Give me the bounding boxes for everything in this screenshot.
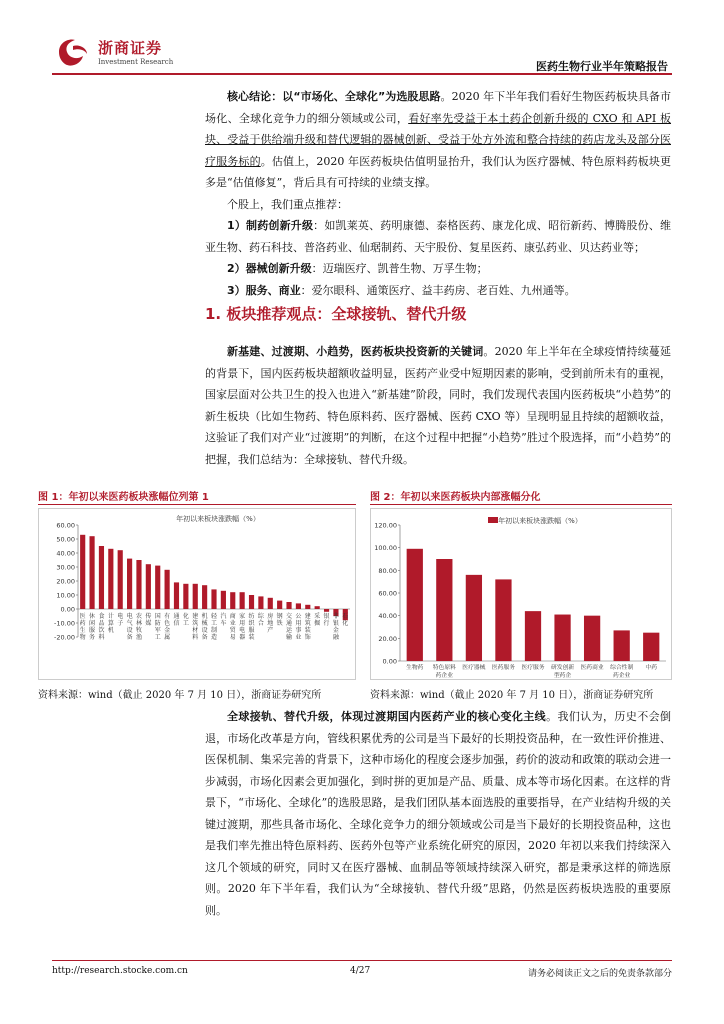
x-tick-label: 公用事业 xyxy=(295,613,302,641)
bar xyxy=(324,609,329,612)
bar xyxy=(296,603,301,609)
y-tick-label: 60.00 xyxy=(56,521,75,530)
figure-1-caption: 图 1：年初以来医药板块涨幅位列第 1 xyxy=(38,492,209,503)
conclusion-body xyxy=(205,706,671,921)
y-tick-label: -10.00 xyxy=(54,619,75,628)
y-tick-label: -20.00 xyxy=(54,633,75,642)
bar xyxy=(221,591,226,609)
conclusion-lead: 全球接轨、替代升级，体现过渡期国内医药产业的核心变化主线 xyxy=(227,710,547,723)
core-label: 核心结论：以“市场化、全球化”为选股思路 xyxy=(227,90,441,103)
y-tick-label: 40.00 xyxy=(56,549,75,558)
category-1-text: ：如凯莱英、药明康德、泰格医药、康龙化成、昭衍新药、博腾股份、维亚生物、药石科技、普洛药业、仙琚制药、天宇股份、复星医药、康弘药业、贝达药业等； xyxy=(205,219,672,254)
legend-swatch xyxy=(488,517,498,523)
bar xyxy=(436,559,452,661)
x-tick-label: 电子 xyxy=(117,613,124,627)
x-tick-label: 采掘 xyxy=(314,613,321,627)
x-tick-label: 医疗服务 xyxy=(521,665,545,671)
bar xyxy=(525,611,541,661)
x-tick-label: 研发创新型药企 xyxy=(550,665,575,679)
bar xyxy=(249,595,254,609)
x-tick-label: 食品饮料 xyxy=(98,613,105,641)
bar xyxy=(286,602,291,609)
header-divider xyxy=(52,73,672,75)
bar xyxy=(136,560,141,609)
x-tick-label: 农林牧渔 xyxy=(135,613,142,641)
x-tick-label: 银行 xyxy=(323,613,330,627)
y-tick-label: 20.00 xyxy=(56,577,75,586)
section-title: 1. 板块推荐观点：全球接轨、替代升级 xyxy=(205,305,467,323)
x-tick-label: 传媒 xyxy=(145,613,152,627)
conclusion-text: 。我们认为，历史不会倒退，市场化改革是方向，管线积累优秀的公司是当下最好的长期投资品种，在一致性评价推进、医保机制、集采完善的背景下，这种市场化的程度会逐步加强，药价的波动和政策的联动会进一步减弱，市场化因素会更加强化，到时拼的更加是产品、质量、成本等市场化因素。在这样的背景下，“市场化、全球化”的选股思路，是我们团队基本面选股的重要指导，在产业结构升级的关键过渡期，那些具备市场化、全球化竞争力的细分领域或公司是当下最好的长期投资品种，这也是我们率先推出特色原料药、医药外包等产业系统化研究的原因，2020 年初以来我们持续深入这几个领域的研究，同时又在医疗器械、血制品等领域持续深入研究，都是秉承这样的筛选原则。2020 年下半年看，我们认为“全球接轨、替代升级”思路，仍然是医药板块选股的重要原则。 xyxy=(205,710,672,917)
x-tick-label: 汽车 xyxy=(220,613,227,627)
conclusion-paragraph xyxy=(205,706,671,921)
bar xyxy=(466,575,482,661)
x-tick-label: 房地产 xyxy=(267,613,274,634)
bar xyxy=(89,536,94,609)
bar xyxy=(495,579,511,661)
x-tick-label: 石化 xyxy=(342,613,349,627)
figure-2-chart xyxy=(370,508,672,680)
x-tick-label: 医药商业 xyxy=(580,665,604,671)
bar xyxy=(315,606,320,609)
report-title: 医药生物行业半年策略报告 xyxy=(536,60,668,73)
intro-block xyxy=(205,86,671,301)
bar xyxy=(80,535,85,609)
x-tick-label: 医药服务 xyxy=(491,665,516,671)
core-text-1: 。2020 年下半年我们看好生物医药板块具备市场化、全球化竞争力的细分领域或公司， xyxy=(205,90,671,125)
x-tick-label: 通信 xyxy=(173,613,180,627)
footer-divider xyxy=(52,960,672,961)
bar xyxy=(277,601,282,609)
category-2 xyxy=(205,258,671,280)
section-1-body xyxy=(205,341,671,470)
x-tick-label: 纺织服装 xyxy=(248,613,255,641)
figure-1-chart xyxy=(38,508,356,680)
y-tick-label: 50.00 xyxy=(56,535,75,544)
x-tick-label: 计算机 xyxy=(107,613,114,634)
y-tick-label: 20.00 xyxy=(378,634,397,643)
category-2-label: 2）器械创新升级 xyxy=(227,262,312,275)
y-tick-label: 40.00 xyxy=(378,612,397,621)
y-tick-label: 0.00 xyxy=(382,657,397,666)
chart-title: 年初以来板块涨跌幅（%） xyxy=(498,517,582,525)
bar xyxy=(108,549,113,609)
x-tick-label: 机械设备 xyxy=(201,613,208,641)
y-tick-label: 60.00 xyxy=(378,589,397,598)
bar xyxy=(118,550,123,609)
x-tick-label: 家用电器 xyxy=(239,613,246,641)
x-tick-label: 电气设备 xyxy=(126,613,133,641)
category-3-label: 3）服务、商业 xyxy=(227,283,301,297)
chart-title: 年初以来板块涨跌幅（%） xyxy=(176,515,260,523)
y-tick-label: 10.00 xyxy=(56,591,75,600)
bar xyxy=(146,564,151,609)
page-number: 4/27 xyxy=(350,966,371,976)
logo-english-name: Investment Research xyxy=(98,58,174,66)
bar xyxy=(165,570,170,609)
bar xyxy=(554,615,570,661)
y-tick-label: 120.00 xyxy=(374,521,397,530)
x-tick-label: 有色金属 xyxy=(164,613,171,641)
bar xyxy=(240,592,245,609)
bar xyxy=(584,616,600,661)
bar xyxy=(99,546,104,609)
bar xyxy=(211,589,216,609)
footer-disclaimer: 请务必阅读正文之后的免责条款部分 xyxy=(527,969,672,979)
x-tick-label: 综合性制药企业 xyxy=(610,665,634,679)
x-tick-label: 建筑材料 xyxy=(192,613,199,641)
core-text-2: 。估值上，2020 年医药板块估值明显抬升，我们认为医疗器械、特色原料药板块更多是“估值修复”，背后具有可持续的业绩支撑。 xyxy=(205,154,672,189)
bar xyxy=(155,566,160,609)
bar xyxy=(268,598,273,609)
bar xyxy=(305,605,310,609)
category-3 xyxy=(205,280,671,302)
core-conclusion xyxy=(205,86,671,194)
bar xyxy=(230,592,235,609)
core-underlined: 看好率先受益于本土药企创新升级的 CXO 和 API 板块、受益于供给端升级和替代逻辑的器械创新、受益于处方外流和整合持续的药店龙头及部分医疗服务标的 xyxy=(205,111,672,168)
category-1-label: 1）制药创新升级 xyxy=(227,219,314,232)
x-tick-label: 钢铁 xyxy=(276,613,283,627)
stock-intro: 个股上，我们重点推荐： xyxy=(227,197,348,211)
bar xyxy=(202,585,207,609)
x-tick-label: 国防军工 xyxy=(154,613,161,641)
category-1 xyxy=(205,215,671,258)
x-tick-label: 建筑装饰 xyxy=(304,613,311,641)
section-1-paragraph xyxy=(205,341,671,470)
bar xyxy=(614,630,630,661)
x-tick-label: 化工 xyxy=(182,613,189,627)
y-tick-label: 100.00 xyxy=(374,544,397,553)
section-1-lead: 新基建、过渡期、小趋势，医药板块投资新的关键词 xyxy=(227,345,484,358)
x-tick-label: 特色原料药企业 xyxy=(432,665,456,679)
bar xyxy=(193,584,198,609)
x-tick-label: 医疗器械 xyxy=(462,665,486,671)
x-tick-label: 综合 xyxy=(257,613,264,627)
bar xyxy=(643,633,659,661)
logo-chinese-name: 浙商证券 xyxy=(98,39,163,57)
footer-url[interactable]: http://research.stocke.com.cn xyxy=(52,966,188,976)
category-2-text: ：迈瑞医疗、凯普生物、万孚生物； xyxy=(311,262,488,275)
figure-1-rule xyxy=(38,504,356,505)
figure-2-rule xyxy=(370,504,672,505)
y-tick-label: 0.00 xyxy=(60,605,75,614)
y-tick-label: 30.00 xyxy=(56,563,75,572)
x-tick-label: 休闲服务 xyxy=(89,613,96,641)
y-tick-label: 80.00 xyxy=(378,566,397,575)
figure-2-source: 资料来源：wind（截止 2020 年 7 月 10 日），浙商证券研究所 xyxy=(370,690,654,701)
bar xyxy=(174,582,179,609)
figure-1-source: 资料来源：wind（截止 2020 年 7 月 10 日），浙商证券研究所 xyxy=(38,690,322,701)
x-tick-label: 中药 xyxy=(645,665,658,671)
x-tick-label: 医药生物 xyxy=(79,613,86,641)
bar xyxy=(258,596,263,609)
x-tick-label: 商业贸易 xyxy=(229,613,236,641)
logo-icon xyxy=(55,36,91,68)
category-3-text: ：爱尔眼科、通策医疗、益丰药房、老百姓、九州通等。 xyxy=(300,283,576,297)
bar xyxy=(127,559,132,609)
bar xyxy=(407,549,423,661)
x-tick-label: 生物药 xyxy=(406,665,424,671)
x-tick-label: 轻工制造 xyxy=(210,613,218,641)
bar xyxy=(183,584,188,609)
figure-2-caption: 图 2：年初以来医药板块内部涨幅分化 xyxy=(370,492,541,503)
x-tick-label: 非银金融 xyxy=(332,613,339,641)
x-tick-label: 交通运输 xyxy=(286,613,293,641)
section-1-text: 。2020 年上半年在全球疫情持续蔓延的背景下，国内医药板块超额收益明显，医药产业受中短期因素的影响，受到前所未有的重视，国家层面对公共卫生的投入也进入“新基建”阶段，同时，我们发现代表国内医药板块“小趋势”的新生板块（比如生物药、特色原料药、医疗器械、医药 CXO 等）呈现明显且持续的超额收益，这验证了我们对产业“过渡期”的判断，在这个过程中把握“小趋势”胜过个股选择，而“小趋势”的把握，我们总结为：全球接轨、替代升级。 xyxy=(205,345,671,466)
